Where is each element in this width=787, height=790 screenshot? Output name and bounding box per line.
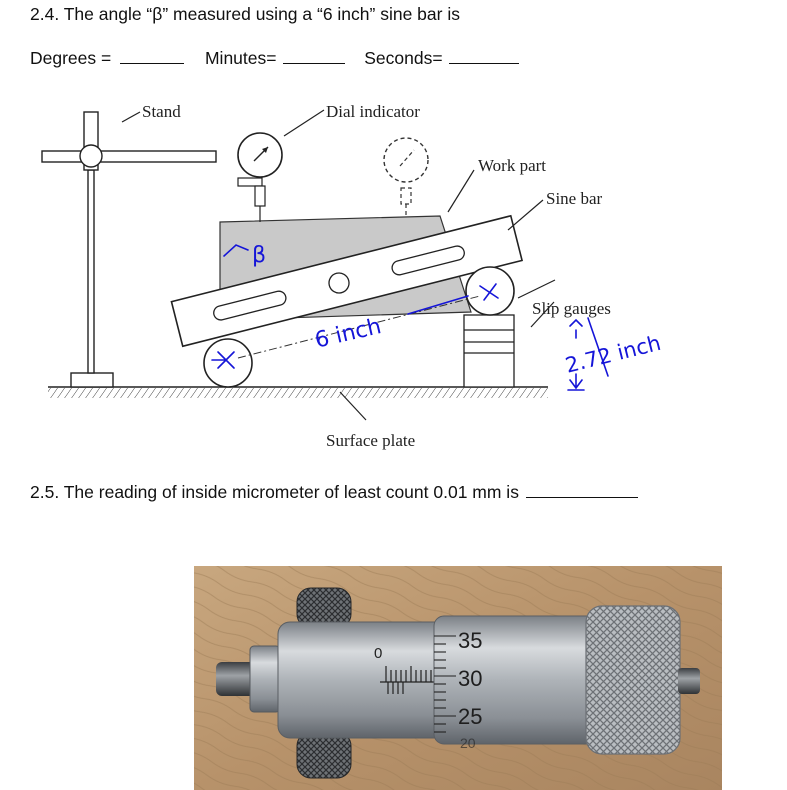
minutes-label: Minutes=: [204, 48, 277, 68]
question-2-5-text: 2.5. The reading of inside micrometer of least count 0.01 mm is: [30, 482, 519, 502]
label-slip-gauges: Slip gauges: [532, 299, 611, 318]
sleeve-zero: 0: [374, 645, 383, 662]
surface-plate: [48, 387, 548, 398]
sine-bar-diagram: [28, 90, 728, 460]
seconds-blank[interactable]: [449, 48, 519, 64]
thimble-number-30: 30: [458, 666, 483, 691]
question-2-5: [30, 482, 638, 503]
dial-indicator-second-position: [384, 138, 428, 218]
label-dial-indicator: Dial indicator: [326, 102, 420, 121]
height-arrow-up: [570, 320, 582, 338]
handwritten-beta: β: [252, 243, 267, 268]
label-work-part: Work part: [478, 156, 547, 175]
handwritten-six-inch: 6 inch: [312, 314, 384, 354]
dial-indicator: [238, 133, 282, 222]
thimble-number-35: 35: [458, 628, 483, 653]
ratchet-knurl: [586, 606, 680, 754]
micrometer-answer-blank[interactable]: [526, 482, 638, 498]
slip-gauges: [464, 315, 514, 387]
degrees-label: Degrees =: [30, 48, 112, 68]
answer-row: [30, 48, 519, 69]
degrees-blank[interactable]: [120, 48, 184, 64]
stand: [42, 112, 216, 387]
handwritten-slip-height: 2.72 inch: [562, 330, 664, 378]
question-2-4: [30, 4, 460, 25]
question-2-4-text: 2.4. The angle “β” measured using a “6 inch” sine bar is: [30, 4, 460, 24]
label-stand: Stand: [142, 102, 181, 121]
label-sine-bar: Sine bar: [546, 189, 603, 208]
seconds-label: Seconds=: [364, 48, 443, 68]
minutes-blank[interactable]: [283, 48, 345, 64]
label-surface-plate: Surface plate: [326, 431, 416, 450]
micrometer-photo: [194, 566, 722, 790]
thimble-number-20: 20: [460, 735, 476, 751]
thimble-number-25: 25: [458, 704, 483, 729]
ratchet-tip: [678, 668, 700, 694]
